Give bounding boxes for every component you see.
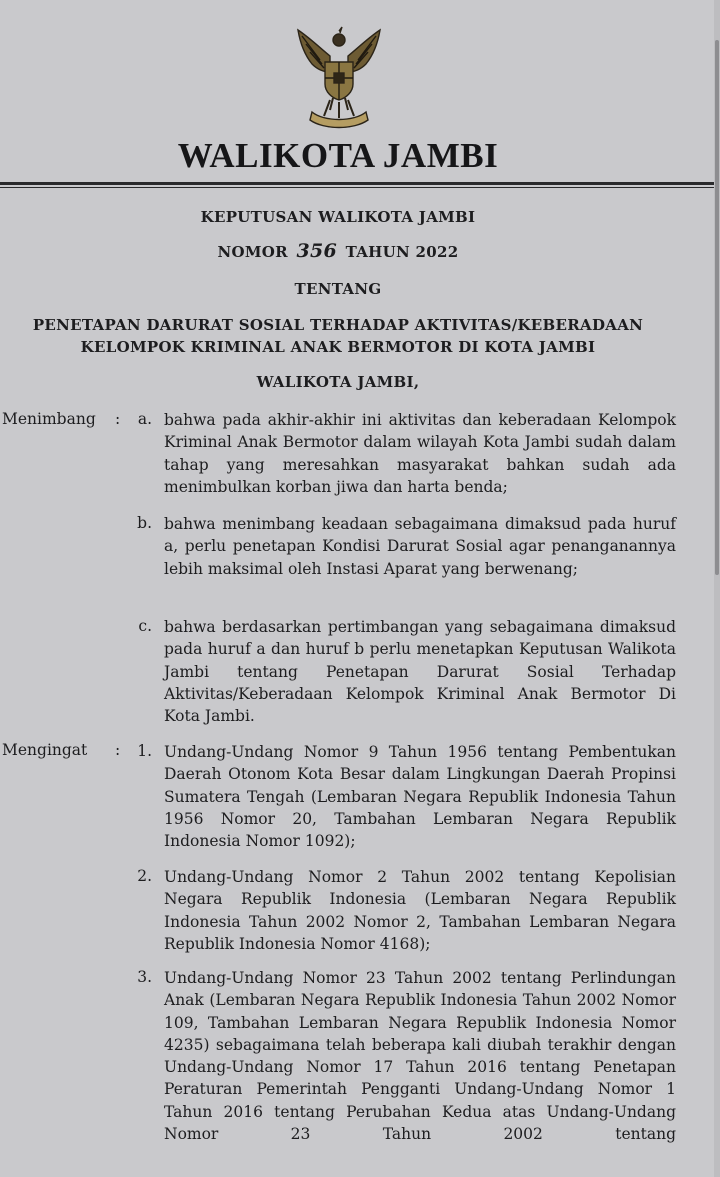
letterhead-rule-thin	[0, 187, 715, 188]
decree-subject-line1: PENETAPAN DARURAT SOSIAL TERHADAP AKTIVITAS/KEBERADAAN	[32, 316, 644, 334]
mengingat-marker-2: 2.	[137, 867, 152, 885]
decree-number-line	[0, 240, 676, 262]
scrollbar-thumb[interactable]	[715, 40, 719, 575]
mengingat-item-3: Undang-Undang Nomor 23 Tahun 2002 tentang Perlindungan Anak (Lembaran Negara Republik Indonesia Tahun 2002 Nomor 109, Tambahan Lembaran Negara Republik Indonesia Nomor 4235) sebagaimana telah beberapa kali diubah terakhir dengan Undang-Undang Nomor 17 Tahun 2016 tentang Penetapan Peraturan Pemerintah Pengganti Undang-Undang Nomor 1 Tahun 2016 tentang Perubahan Kedua atas Undang-Undang Nomor 23 Tahun 2002 tentang	[164, 969, 676, 1144]
garuda-emblem-icon	[290, 26, 388, 130]
nomor-suffix: TAHUN 2022	[345, 243, 459, 261]
tentang-heading: TENTANG	[294, 280, 382, 298]
mengingat-label: Mengingat	[2, 741, 88, 759]
menimbang-label: Menimbang	[2, 410, 96, 428]
menimbang-item-b: bahwa menimbang keadaan sebagaimana dimaksud pada huruf a, perlu penetapan Kondisi Darurat Sosial agar penanganannya lebih maksimal oleh Instasi Aparat yang berwenang;	[164, 515, 676, 578]
nomor-value: 356	[296, 240, 338, 262]
menimbang-marker-b: b.	[137, 514, 152, 532]
decree-subject-line2: KELOMPOK KRIMINAL ANAK BERMOTOR DI KOTA JAMBI	[80, 338, 596, 356]
menimbang-item-a: bahwa pada akhir-akhir ini aktivitas dan keberadaan Kelompok Kriminal Anak Bermotor dalam wilayah Kota Jambi sudah dalam tahap yang meresahkan masyarakat bahkan sudah ada menimbulkan korban jiwa dan harta benda;	[164, 411, 676, 496]
nomor-prefix: NOMOR	[217, 243, 288, 261]
mengingat-item-1: Undang-Undang Nomor 9 Tahun 1956 tentang Pembentukan Daerah Otonom Kota Besar dalam Lingkungan Daerah Propinsi Sumatera Tengah (Lembaran Negara Republik Indonesia Tahun 1956 Nomor 20, Tambahan Lembaran Negara Republik Indonesia Nomor 1092);	[164, 743, 676, 851]
menimbang-colon: :	[115, 410, 121, 428]
mengingat-marker-3: 3.	[137, 968, 152, 986]
letterhead-title: WALIKOTA JAMBI	[177, 136, 499, 175]
mengingat-marker-1: 1.	[137, 742, 152, 760]
menimbang-item-c: bahwa berdasarkan pertimbangan yang sebagaimana dimaksud pada huruf a dan huruf b perlu menetapkan Keputusan Walikota Jambi tentang Penetapan Darurat Sosial Terhadap Aktivitas/Keberadaan Kelompok Kriminal Anak Bermotor Di Kota Jambi.	[164, 618, 676, 726]
mengingat-item-2: Undang-Undang Nomor 2 Tahun 2002 tentang Kepolisian Negara Republik Indonesia (Lembaran Negara Republik Indonesia Tahun 2002 Nomor 2, Tambahan Lembaran Negara Republik Indonesia Nomor 4168);	[164, 868, 676, 953]
letterhead-rule-thick	[0, 182, 715, 185]
issuer-heading: WALIKOTA JAMBI,	[256, 373, 420, 391]
decree-type: KEPUTUSAN WALIKOTA JAMBI	[200, 208, 476, 226]
vertical-scrollbar[interactable]	[714, 0, 720, 1177]
menimbang-marker-c: c.	[138, 617, 152, 635]
menimbang-marker-a: a.	[137, 410, 152, 428]
mengingat-colon: :	[115, 741, 121, 759]
